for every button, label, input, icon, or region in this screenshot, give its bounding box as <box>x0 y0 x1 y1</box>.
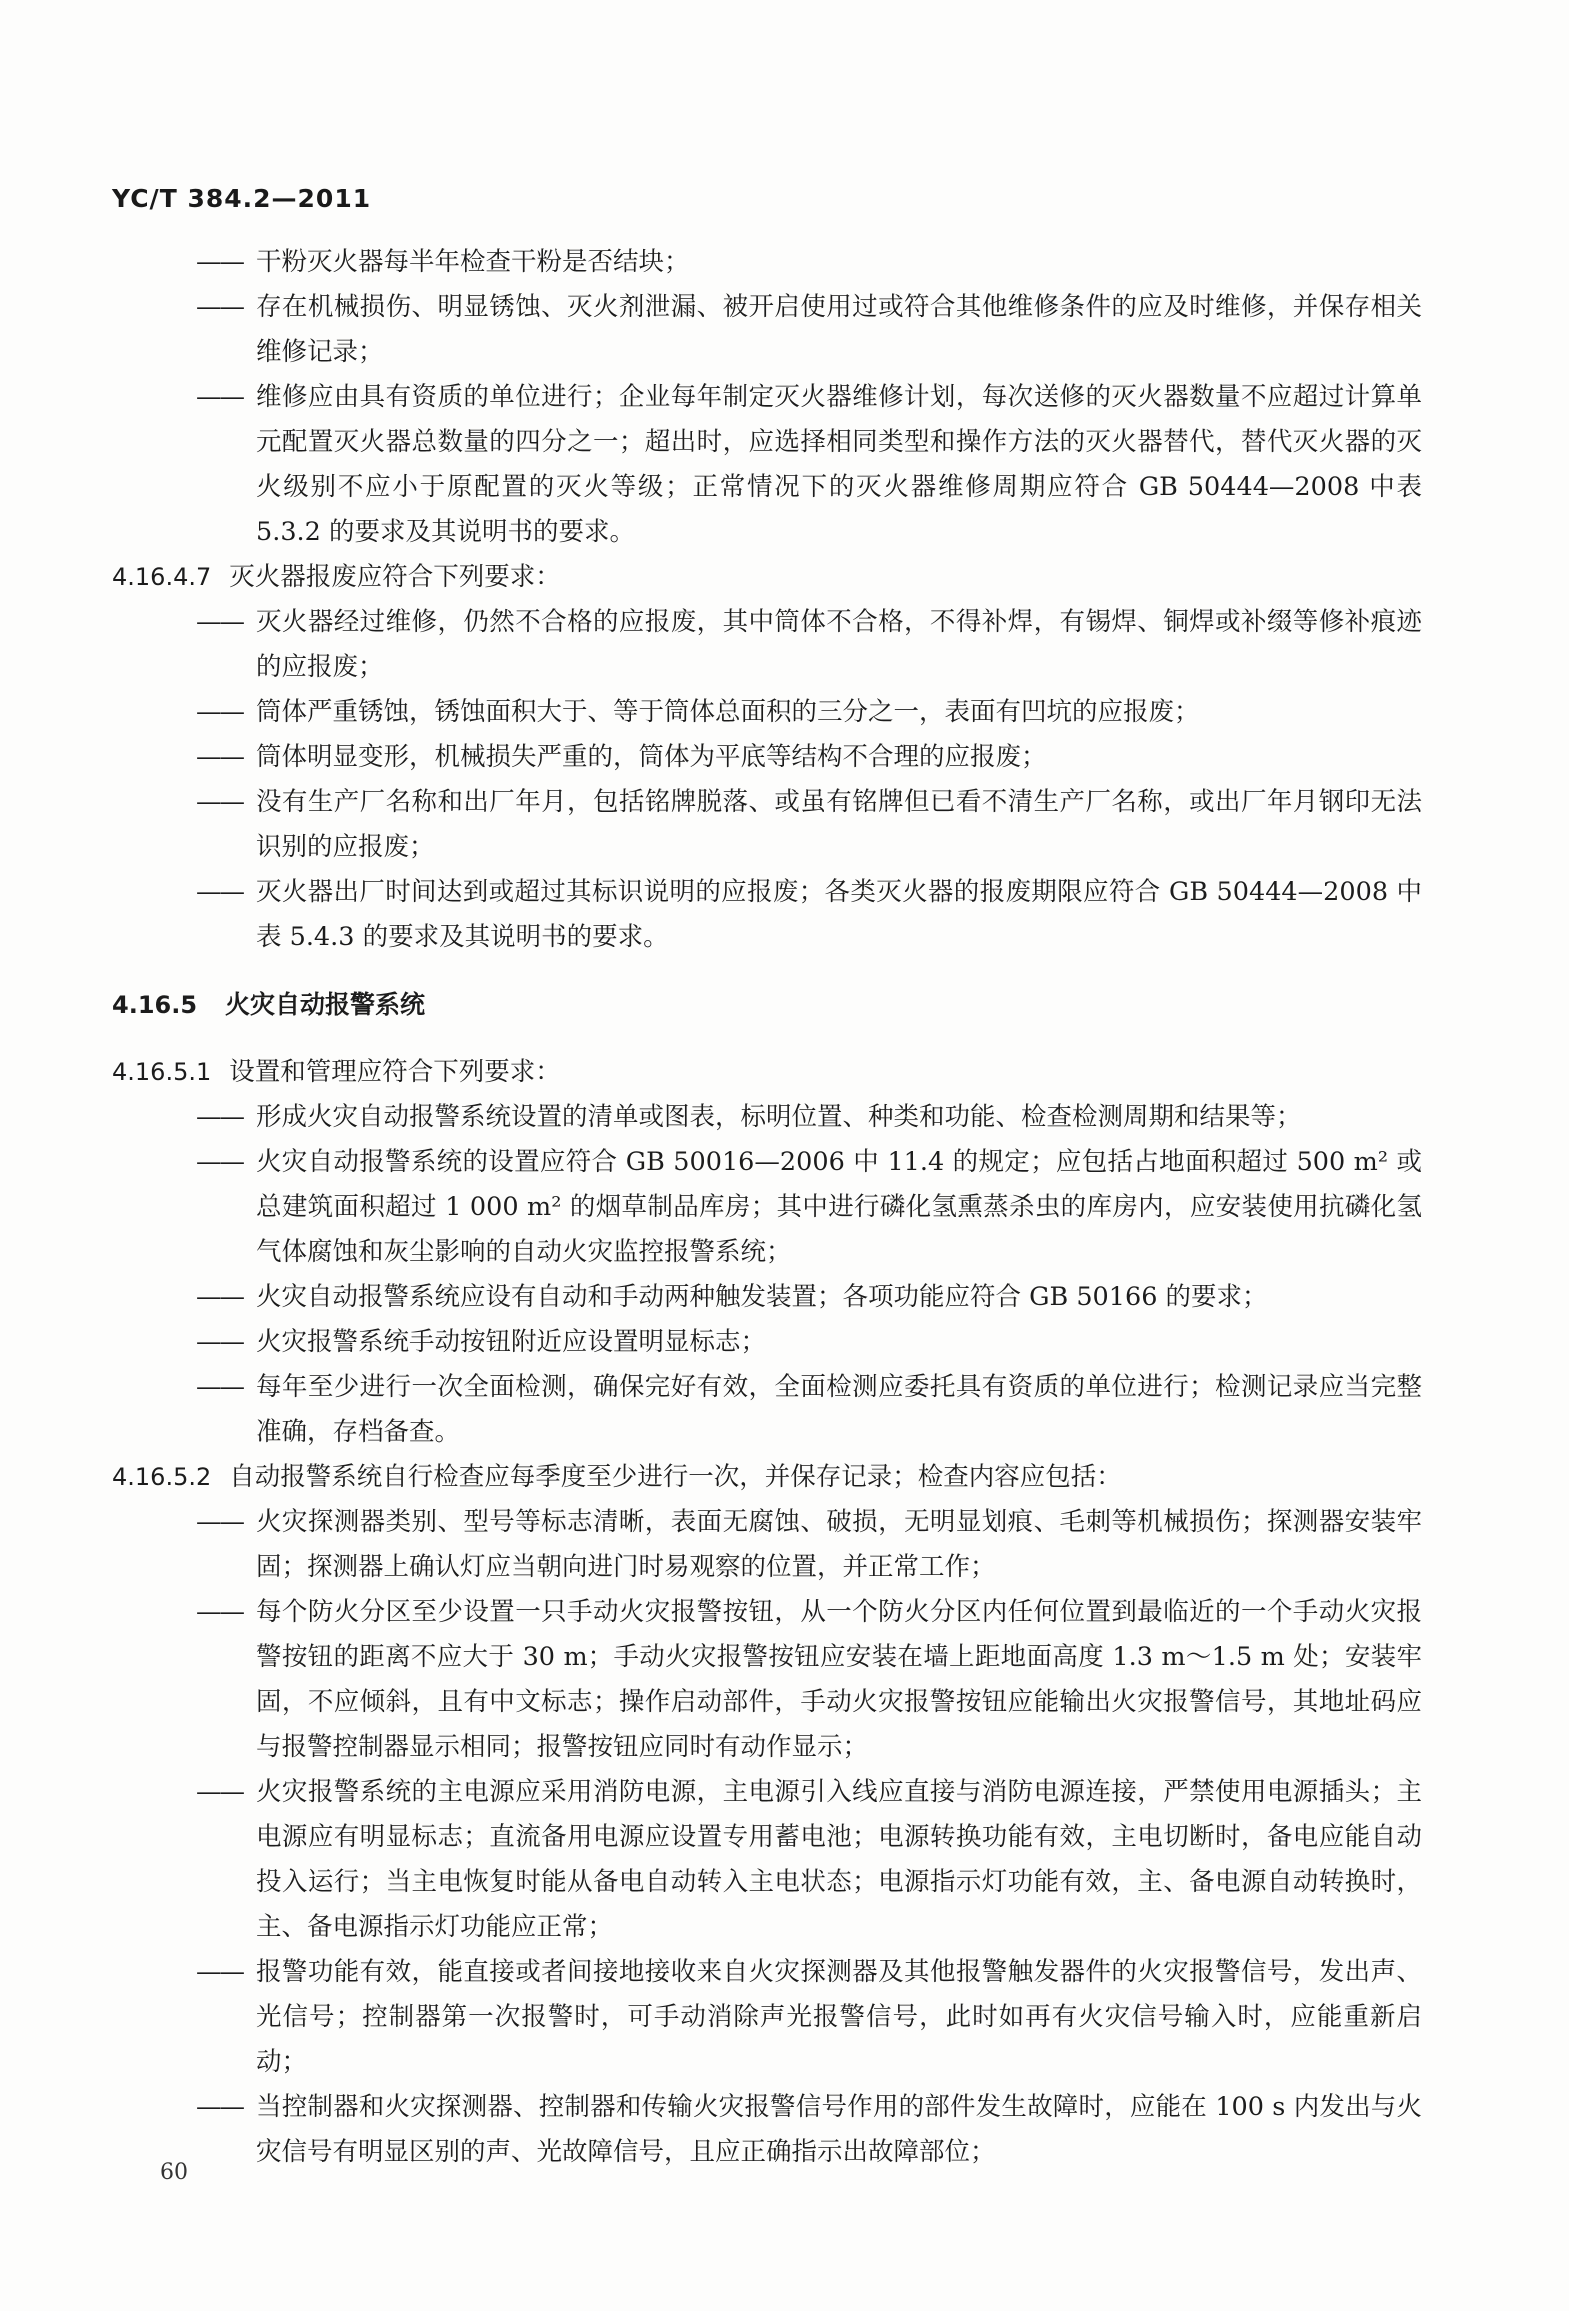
item-text: 火灾探测器类别、型号等标志清晰，表面无腐蚀、破损，无明显划痕、毛刺等机械损伤；探测器安装牢固；探测器上确认灯应当朝向进门时易观察的位置，并正常工作； <box>256 1507 1422 1582</box>
list-item <box>112 1770 1422 1950</box>
item-text: 每个防火分区至少设置一只手动火灾报警按钮，从一个防火分区内任何位置到最临近的一个手动火灾报警按钮的距离不应大于 30 m；手动火灾报警按钮应安装在墙上距地面高度 1.3 m～1.5 m 处；安装牢固，不应倾斜，且有中文标志；操作启动部件，手动火灾报警按钮应能输出火灾报警信号，其地址码应与报警控制器显示相同；报警按钮应同时有动作显示； <box>256 1597 1422 1762</box>
item-text: 筒体明显变形，机械损失严重的，筒体为平底等结构不合理的应报废； <box>256 742 1047 772</box>
item-dash: —— <box>196 247 243 277</box>
item-dash: —— <box>196 1777 243 1807</box>
clause-heading <box>112 555 1422 600</box>
item-text: 维修应由具有资质的单位进行；企业每年制定灭火器维修计划，每次送修的灭火器数量不应超过计算单元配置灭火器总数量的四分之一；超出时，应选择相同类型和操作方法的灭火器替代，替代灭火器的灭火级别不应小于原配置的灭火等级；正常情况下的灭火器维修周期应符合 GB 50444—2008 中表 5.3.2 的要求及其说明书的要求。 <box>256 382 1422 547</box>
list-item <box>112 2085 1422 2175</box>
list-item <box>112 1365 1422 1455</box>
item-text: 存在机械损伤、明显锈蚀、灭火剂泄漏、被开启使用过或符合其他维修条件的应及时维修，并保存相关维修记录； <box>256 292 1422 367</box>
list-item <box>112 1095 1422 1140</box>
list-item <box>112 600 1422 690</box>
list-item <box>112 1590 1422 1770</box>
clause-number: 4.16.5.2 <box>112 1463 212 1491</box>
item-dash: —— <box>196 787 243 817</box>
clause-number: 4.16.5.1 <box>112 1058 212 1086</box>
item-text: 报警功能有效，能直接或者间接地接收来自火灾探测器及其他报警触发器件的火灾报警信号，发出声、光信号；控制器第一次报警时，可手动消除声光报警信号，此时如再有火灾信号输入时，应能重新启动； <box>256 1957 1422 2077</box>
item-text: 每年至少进行一次全面检测，确保完好有效，全面检测应委托具有资质的单位进行；检测记录应当完整准确，存档备查。 <box>256 1372 1422 1447</box>
item-text: 火灾自动报警系统的设置应符合 GB 50016—2006 中 11.4 的规定；应包括占地面积超过 500 m² 或总建筑面积超过 1 000 m² 的烟草制品库房；其中进行磷化氢熏蒸杀虫的库房内，应安装使用抗磷化氢气体腐蚀和灰尘影响的自动火灾监控报警系统； <box>256 1147 1422 1267</box>
list-item <box>112 735 1422 780</box>
item-dash: —— <box>196 292 243 322</box>
item-dash: —— <box>196 1597 243 1627</box>
section-title: 火灾自动报警系统 <box>225 990 426 1019</box>
list-item <box>112 285 1422 375</box>
item-dash: —— <box>196 697 243 727</box>
item-dash: —— <box>196 1957 243 1987</box>
item-dash: —— <box>196 1372 243 1402</box>
item-dash: —— <box>196 1102 243 1132</box>
standard-code: YC/T 384.2—2011 <box>112 184 372 213</box>
clause-text: 自动报警系统自行检查应每季度至少进行一次，并保存记录；检查内容应包括： <box>229 1462 1122 1492</box>
list-item <box>112 240 1422 285</box>
item-dash: —— <box>196 1507 243 1537</box>
list-item <box>112 780 1422 870</box>
item-text: 没有生产厂名称和出厂年月，包括铭牌脱落、或虽有铭牌但已看不清生产厂名称，或出厂年月钢印无法识别的应报废； <box>256 787 1422 862</box>
list-item <box>112 870 1422 960</box>
list-item <box>112 1275 1422 1320</box>
clause-number: 4.16.5 <box>112 991 198 1019</box>
item-dash: —— <box>196 877 243 907</box>
item-dash: —— <box>196 607 243 637</box>
item-text: 当控制器和火灾探测器、控制器和传输火灾报警信号作用的部件发生故障时，应能在 100 s 内发出与火灾信号有明显区别的声、光故障信号，且应正确指示出故障部位； <box>256 2092 1422 2167</box>
section-heading <box>112 982 1422 1028</box>
document-body <box>112 240 1422 2175</box>
item-dash: —— <box>196 1147 243 1177</box>
clause-text: 设置和管理应符合下列要求： <box>229 1057 561 1087</box>
list-item <box>112 375 1422 555</box>
list-item <box>112 1320 1422 1365</box>
item-text: 火灾报警系统手动按钮附近应设置明显标志； <box>256 1327 767 1357</box>
item-text: 火灾报警系统的主电源应采用消防电源，主电源引入线应直接与消防电源连接，严禁使用电源插头；主电源应有明显标志；直流备用电源应设置专用蓄电池；电源转换功能有效，主电切断时，备电应能自动投入运行；当主电恢复时能从备电自动转入主电状态；电源指示灯功能有效，主、备电源自动转换时，主、备电源指示灯功能应正常； <box>256 1777 1422 1942</box>
clause-text: 灭火器报废应符合下列要求： <box>229 562 561 592</box>
item-text: 干粉灭火器每半年检查干粉是否结块； <box>256 247 690 277</box>
list-item <box>112 1140 1422 1275</box>
list-item <box>112 1500 1422 1590</box>
item-dash: —— <box>196 382 243 412</box>
clause-heading <box>112 1050 1422 1095</box>
item-dash: —— <box>196 2092 243 2122</box>
item-text: 灭火器经过维修，仍然不合格的应报废，其中筒体不合格，不得补焊，有锡焊、铜焊或补缀等修补痕迹的应报废； <box>256 607 1422 682</box>
clause-number: 4.16.4.7 <box>112 563 212 591</box>
clause-heading <box>112 1455 1422 1500</box>
list-item <box>112 690 1422 735</box>
item-dash: —— <box>196 1282 243 1312</box>
item-text: 筒体严重锈蚀，锈蚀面积大于、等于筒体总面积的三分之一，表面有凹坑的应报废； <box>256 697 1200 727</box>
page-number: 60 <box>160 2160 188 2185</box>
list-item <box>112 1950 1422 2085</box>
item-text: 形成火灾自动报警系统设置的清单或图表，标明位置、种类和功能、检查检测周期和结果等； <box>256 1102 1302 1132</box>
item-dash: —— <box>196 1327 243 1357</box>
item-text: 灭火器出厂时间达到或超过其标识说明的应报废；各类灭火器的报废期限应符合 GB 50444—2008 中表 5.4.3 的要求及其说明书的要求。 <box>256 877 1422 952</box>
item-dash: —— <box>196 742 243 772</box>
item-text: 火灾自动报警系统应设有自动和手动两种触发装置；各项功能应符合 GB 50166 的要求； <box>256 1282 1268 1312</box>
